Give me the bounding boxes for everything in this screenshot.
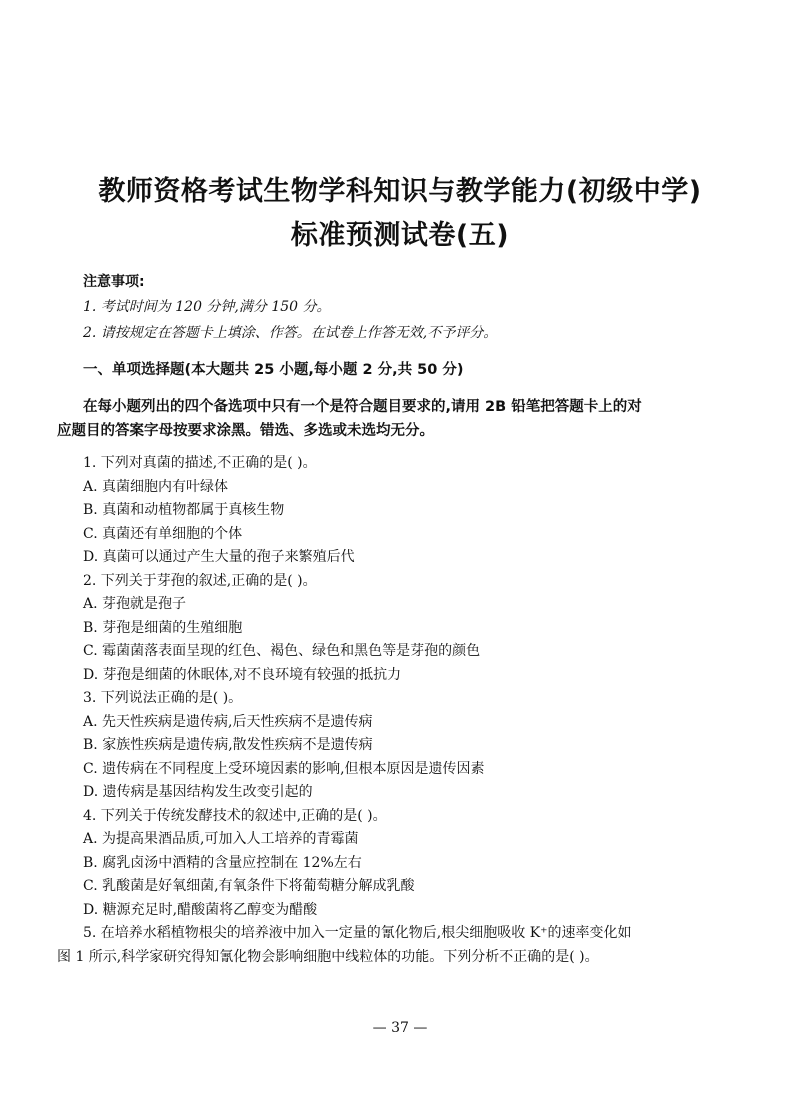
- option-d: D. 真菌可以通过产生大量的孢子来繁殖后代: [83, 549, 355, 565]
- question-1: [57, 452, 747, 570]
- option-b: B. 家族性疾病是遗传病,散发性疾病不是遗传病: [83, 737, 373, 753]
- question-stem: 5. 在培养水稻植物根尖的培养液中加入一定量的氰化物后,根尖细胞吸收 K⁺的速率变化如: [83, 925, 632, 941]
- question-stem: 1. 下列对真菌的描述,不正确的是( )。: [83, 455, 317, 471]
- title-line-1: 教师资格考试生物学科知识与教学能力(初级中学): [98, 176, 702, 207]
- page-number: — 37 —: [372, 1020, 428, 1036]
- option-a: A. 芽孢就是孢子: [83, 596, 187, 612]
- question-list: [57, 452, 747, 969]
- notice-heading: 注意事项:: [83, 274, 145, 290]
- option-c: C. 真菌还有单细胞的个体: [83, 525, 243, 542]
- section-instructions: [57, 395, 747, 443]
- instructions-line-1: 在每小题列出的四个备选项中只有一个是符合题目要求的,请用 2B 铅笔把答题卡上的对: [83, 399, 642, 415]
- question-stem: 2. 下列关于芽孢的叙述,正确的是( )。: [83, 572, 317, 589]
- notice-block: [83, 270, 733, 346]
- question-3: [57, 687, 747, 805]
- option-c: C. 霉菌菌落表面呈现的红色、褐色、绿色和黑色等是芽孢的颜色: [83, 643, 481, 659]
- option-d: D. 芽孢是细菌的休眠体,对不良环境有较强的抵抗力: [83, 666, 402, 683]
- title-line-2: 标准预测试卷(五): [290, 220, 510, 251]
- notice-item: 1. 考试时间为 120 分钟,满分 150 分。: [83, 299, 331, 315]
- option-c: C. 遗传病在不同程度上受环境因素的影响,但根本原因是遗传因素: [83, 760, 485, 777]
- question-5: [57, 922, 747, 969]
- question-4: [57, 805, 747, 923]
- option-d: D. 糖源充足时,醋酸菌将乙醇变为醋酸: [83, 901, 318, 918]
- option-c: C. 乳酸菌是好氧细菌,有氧条件下将葡萄糖分解成乳酸: [83, 878, 415, 894]
- notice-item: 2. 请按规定在答题卡上填涂、作答。在试卷上作答无效,不予评分。: [83, 325, 498, 341]
- option-b: B. 腐乳卤汤中酒精的含量应控制在 12%左右: [83, 854, 362, 871]
- question-stem: 3. 下列说法正确的是( )。: [83, 690, 243, 706]
- question-2: [57, 570, 747, 688]
- option-a: A. 真菌细胞内有叶绿体: [83, 478, 229, 495]
- option-d: D. 遗传病是基因结构发生改变引起的: [83, 784, 313, 800]
- option-a: A. 先天性疾病是遗传病,后天性疾病不是遗传病: [83, 713, 373, 730]
- section-heading: 一、单项选择题(本大题共 25 小题,每小题 2 分,共 50 分): [83, 362, 464, 378]
- option-a: A. 为提高果酒品质,可加入人工培养的青霉菌: [83, 831, 359, 847]
- instructions-line-2: 应题目的答案字母按要求涂黑。错选、多选或未选均无分。: [57, 423, 434, 439]
- exam-title: [0, 170, 800, 258]
- question-stem-continued: 图 1 所示,科学家研究得知氰化物会影响细胞中线粒体的功能。下列分析不正确的是( )。: [57, 948, 599, 965]
- option-b: B. 芽孢是细菌的生殖细胞: [83, 619, 243, 636]
- question-stem: 4. 下列关于传统发酵技术的叙述中,正确的是( )。: [83, 807, 387, 824]
- option-b: B. 真菌和动植物都属于真核生物: [83, 502, 285, 518]
